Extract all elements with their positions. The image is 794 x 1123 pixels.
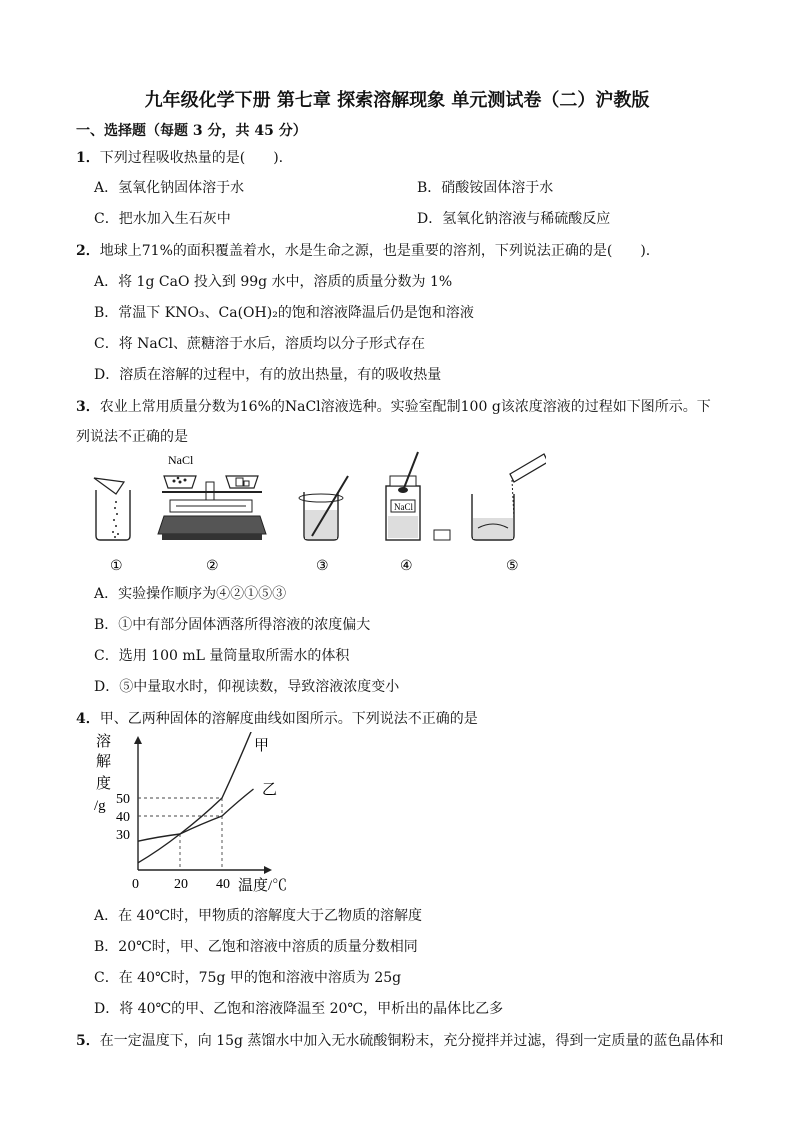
q3-option-b: B．①中有部分固体洒落所得溶液的浓度偏大 xyxy=(94,617,371,633)
q4-option-b: B．20℃时，甲、乙饱和溶液中溶质的质量分数相同 xyxy=(94,939,418,955)
y-tick-label: 50 xyxy=(116,792,130,807)
y-tick-label: 40 xyxy=(116,810,130,825)
series-label-jia: 甲 xyxy=(254,738,270,754)
step-label-1: ① xyxy=(110,559,123,574)
x-axis-arrow xyxy=(264,866,272,874)
series-line-jia xyxy=(138,732,254,863)
x-tick-label: 20 xyxy=(174,877,188,892)
q1-option-a: A．氢氧化钠固体溶于水 xyxy=(94,180,245,196)
question-3-text-continued: 列说法不正确的是 xyxy=(76,429,188,445)
question-text: 地球上71%的面积覆盖着水，水是生命之源，也是重要的溶剂，下列说法正确的是( ). xyxy=(99,243,651,259)
q1-option-c: C．把水加入生石灰中 xyxy=(94,211,231,227)
step-1-beaker-icon xyxy=(94,478,130,540)
step-label-2: ② xyxy=(206,559,219,574)
series-label-yi: 乙 xyxy=(262,782,278,798)
x-tick-label: 0 xyxy=(132,877,139,892)
question-number: 4． xyxy=(76,711,100,727)
question-number: 2． xyxy=(76,243,100,259)
x-axis-label: 温度/℃ xyxy=(238,878,288,894)
q2-option-d: D．溶质在溶解的过程中，有的放出热量，有的吸收热量 xyxy=(94,367,442,383)
q1-option-b: B．硝酸铵固体溶于水 xyxy=(417,180,554,196)
x-tick-label: 40 xyxy=(216,877,230,892)
question-number: 1． xyxy=(76,150,100,166)
y-axis-arrow xyxy=(134,736,142,744)
q4-option-a: A．在 40℃时，甲物质的溶解度大于乙物质的溶解度 xyxy=(94,908,423,924)
q3-option-c: C．选用 100 mL 量筒量取所需水的体积 xyxy=(94,648,350,664)
question-text: 甲、乙两种固体的溶解度曲线如图所示。下列说法不正确的是 xyxy=(99,711,478,727)
q2-option-c: C．将 NaCl、蔗糖溶于水后，溶质均以分子形式存在 xyxy=(94,336,425,352)
question-5 xyxy=(76,1030,723,1050)
step-label-5: ⑤ xyxy=(506,559,519,574)
step-5-pouring-icon xyxy=(472,454,546,540)
chart-axes xyxy=(134,736,272,874)
question-text: 下列过程吸收热量的是( ). xyxy=(99,150,284,166)
y-tick-label: 30 xyxy=(116,828,130,843)
question-3 xyxy=(76,396,711,416)
q3-option-a: A．实验操作顺序为④②①⑤③ xyxy=(94,586,287,602)
chart-curves xyxy=(138,732,254,863)
step-4-reagent-bottle-icon xyxy=(386,452,450,540)
question-4 xyxy=(76,708,478,728)
question-text: 在一定温度下，向 15g 蒸馏水中加入无水硫酸铜粉末，充分搅拌并过滤，得到一定质量的蓝色晶体和 xyxy=(99,1033,724,1049)
q2-option-b: B．常温下 KNO₃、Ca(OH)₂的饱和溶液降温后仍是饱和溶液 xyxy=(94,305,474,321)
question-text: 农业上常用质量分数为16%的NaCl溶液选种。实验室配制100 g该浓度溶液的过程如下图所示。下 xyxy=(99,399,711,415)
q4-option-d: D．将 40℃的甲、乙饱和溶液降温至 20℃，甲析出的晶体比乙多 xyxy=(94,1001,504,1017)
nacl-label: NaCl xyxy=(168,453,194,467)
solubility-curve-chart xyxy=(86,732,316,897)
step-3-stirring-icon xyxy=(299,476,348,540)
q4-option-c: C．在 40℃时，75g 甲的饱和溶液中溶质为 25g xyxy=(94,970,402,986)
question-number: 3． xyxy=(76,399,100,415)
lab-procedure-figure xyxy=(86,448,546,574)
question-2 xyxy=(76,240,650,260)
y-axis-label-2: 解 xyxy=(96,754,112,770)
step-2-balance-icon xyxy=(158,453,266,540)
question-1 xyxy=(76,147,283,167)
y-axis-label-1: 溶 xyxy=(96,734,112,750)
step-label-3: ③ xyxy=(316,559,329,574)
q2-option-a: A．将 1g CaO 投入到 99g 水中，溶质的质量分数为 1% xyxy=(94,274,453,290)
y-axis-label-4: /g xyxy=(94,798,106,814)
bottle-label: NaCl xyxy=(394,502,413,512)
question-number: 5． xyxy=(76,1033,100,1049)
page-title: 九年级化学下册 第七章 探索溶解现象 单元测试卷（二）沪教版 xyxy=(144,90,650,111)
q3-option-d: D．⑤中量取水时，仰视读数，导致溶液浓度变小 xyxy=(94,679,400,695)
y-axis-label-3: 度 xyxy=(96,776,112,792)
series-line-yi xyxy=(138,789,254,841)
q1-option-d: D．氢氧化钠溶液与稀硫酸反应 xyxy=(417,211,611,227)
section-heading: 一、选择题（每题 3 分，共 45 分） xyxy=(76,123,307,139)
step-label-4: ④ xyxy=(400,559,413,574)
